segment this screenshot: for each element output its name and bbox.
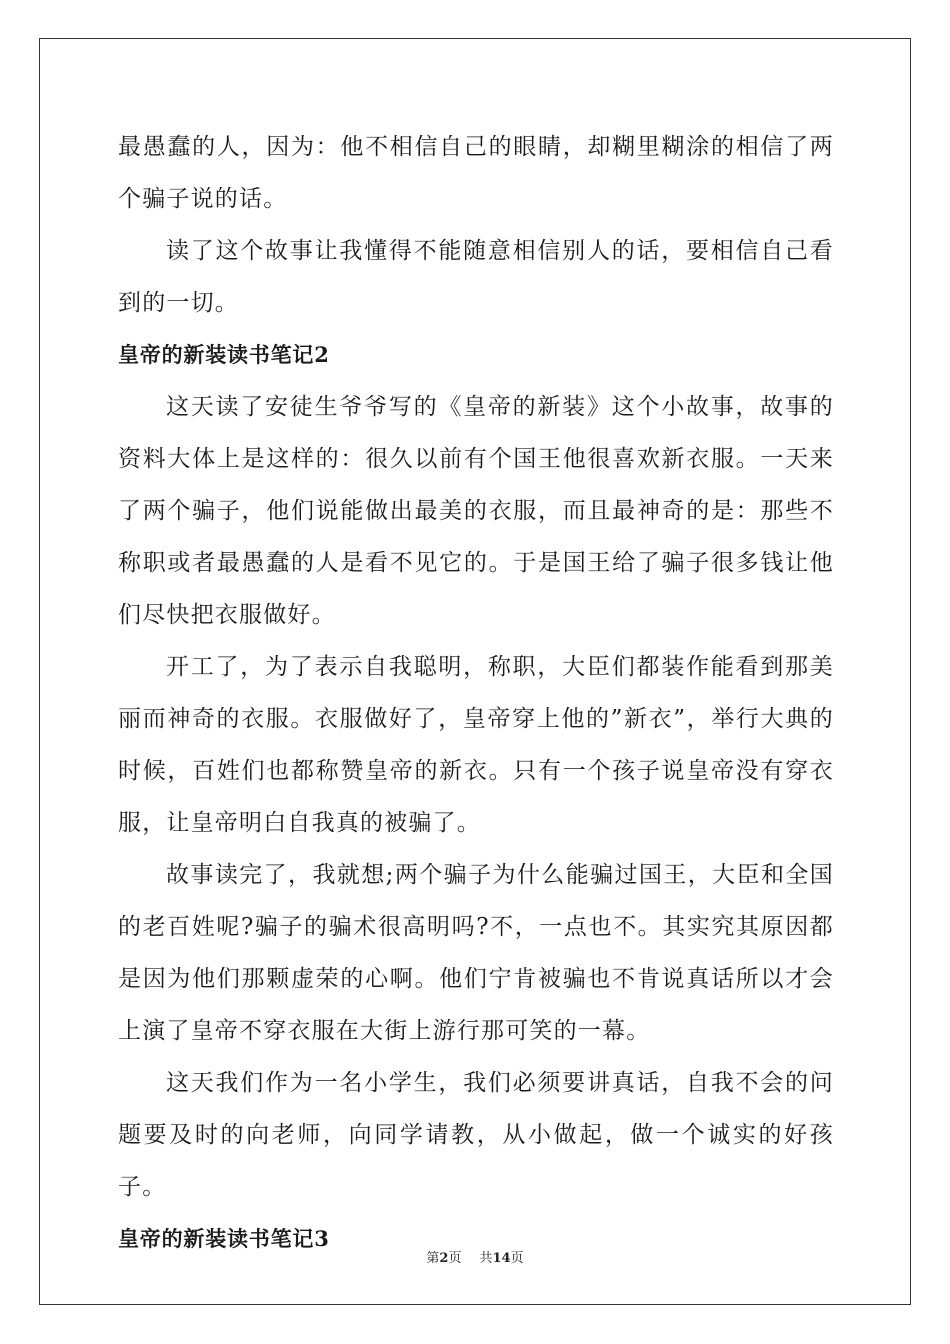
page-suffix: 页 [448, 1251, 462, 1266]
paragraph: 读了这个故事让我懂得不能随意相信别人的话，要相信自己看到的一切。 [118, 238, 834, 316]
page-prefix: 第 [426, 1251, 440, 1266]
total-prefix: 共 [479, 1251, 493, 1266]
page-number: 2 [439, 1251, 449, 1266]
paragraph-continued: 最愚蠢的人，因为：他不相信自己的眼睛，却糊里糊涂的相信了两个骗子说的话。 [118, 134, 834, 212]
section-heading: 皇帝的新装读书笔记3 [118, 1226, 330, 1251]
document-body [118, 121, 834, 1265]
paragraph: 这天读了安徒生爷爷写的《皇帝的新装》这个小故事，故事的资料大体上是这样的：很久以前有个国王他很喜欢新衣服。一天来了两个骗子，他们说能做出最美的衣服，而且最神奇的是：那些不称职或者最愚蠢的人是看不见它的。于是国王给了骗子很多钱让他们尽快把衣服做好。 [118, 394, 834, 628]
paragraph: 故事读完了，我就想;两个骗子为什么能骗过国王，大臣和全国的老百姓呢?骗子的骗术很高明吗?不，一点也不。其实究其原因都是因为他们那颗虚荣的心啊。他们宁肯被骗也不肯说真话所以才会上演了皇帝不穿衣服在大街上游行那可笑的一幕。 [118, 862, 834, 1044]
total-suffix: 页 [510, 1251, 524, 1266]
total-pages: 14 [492, 1251, 511, 1266]
page-footer [0, 1247, 950, 1266]
section-heading: 皇帝的新装读书笔记2 [118, 342, 330, 367]
paragraph: 开工了，为了表示自我聪明，称职，大臣们都装作能看到那美丽而神奇的衣服。衣服做好了，皇帝穿上他的”新衣”，举行大典的时候，百姓们也都称赞皇帝的新衣。只有一个孩子说皇帝没有穿衣服，让皇帝明白自我真的被骗了。 [118, 654, 834, 836]
paragraph: 这天我们作为一名小学生，我们必须要讲真话，自我不会的问题要及时的向老师，向同学请教，从小做起，做一个诚实的好孩子。 [118, 1070, 834, 1200]
